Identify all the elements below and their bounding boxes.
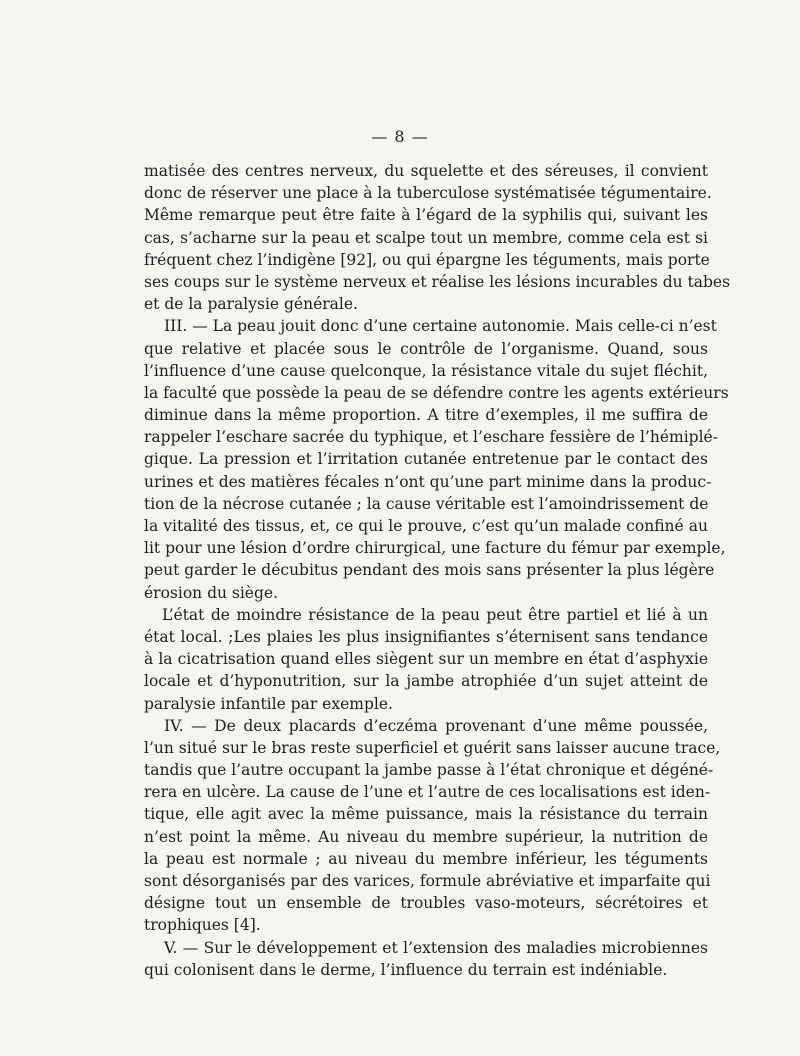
text-line: L’état de moindre résistance de la peau peut être partiel et lié à un (162, 605, 708, 624)
text-line: l’influence d’une cause quelconque, la résistance vitale du sujet fléchit, (144, 361, 708, 380)
text-line: III. — La peau jouit donc d’une certaine autonomie. Mais celle-ci n’est (164, 317, 717, 336)
text-line: tion de la nécrose cutanée ; la cause véritable est l’amoindrissement de (144, 494, 709, 513)
text-line: tandis que l’autre occupant la jambe passe à l’état chronique et dégéné- (144, 761, 714, 780)
text-line: trophiques [4]. (144, 916, 261, 935)
text-line: peut garder le décubitus pendant des mois sans présenter la plus légère (144, 561, 715, 580)
text-line: la faculté que possède la peau de se défendre contre les agents extérieurs (144, 383, 729, 402)
text-line: sont désorganisés par des varices, formule abréviative et imparfaite qui (144, 872, 711, 890)
text-line: cas, s’acharne sur la peau et scalpe tout un membre, comme cela est si (144, 228, 708, 247)
text-line: donc de réserver une place à la tuberculose systématisée tégumentaire. (144, 184, 712, 203)
text-line: Même remarque peut être faite à l’égard de la syphilis qui, suivant les (144, 206, 708, 225)
text-line: qui colonisent dans le derme, l’influence du terrain est indéniable. (144, 960, 668, 979)
text-line: matisée des centres nerveux, du squelette et des séreuses, il convient (144, 162, 708, 180)
text-line: que relative et placée sous le contrôle de l’organisme. Quand, sous (144, 339, 708, 358)
text-line: l’un situé sur le bras reste superficiel et guérit sans laisser aucune trace, (144, 738, 721, 757)
text-line: ses coups sur le système nerveux et réalise les lésions incurables du tabes (144, 272, 731, 291)
text-line: et de la paralysie générale. (144, 295, 358, 314)
page-number: — 8 — (371, 127, 429, 146)
text-line: la peau est normale ; au niveau du membre inférieur, les téguments (144, 849, 708, 868)
text-line: diminue dans la même proportion. A titre d’exemples, il me suffira de (144, 406, 708, 425)
text-line: locale et d’hyponutrition, sur la jambe atrophiée d’un sujet atteint de (144, 672, 708, 691)
text-line: état local. ;Les plaies les plus insignifiantes s’éternisent sans tendance (144, 627, 708, 646)
text-line: urines et des matières fécales n’ont qu’une part minime dans la produc- (144, 472, 712, 491)
text-line: à la cicatrisation quand elles siègent sur un membre en état d’asphyxie (144, 650, 708, 669)
text-line: IV. — De deux placards d’eczéma provenant d’une même poussée, (164, 716, 708, 735)
text-line: désigne tout un ensemble de troubles vaso-moteurs, sécrétoires et (144, 894, 708, 913)
text-line: érosion du siège. (144, 583, 279, 602)
text-line: rera en ulcère. La cause de l’une et l’autre de ces localisations est iden- (144, 783, 711, 802)
text-line: n’est point la même. Au niveau du membre supérieur, la nutrition de (144, 827, 708, 846)
text-line: lit pour une lésion d’ordre chirurgical, une facture du fémur par exemple, (144, 539, 726, 558)
body-text (144, 160, 731, 981)
text-line: rappeler l’eschare sacrée du typhique, et l’eschare fessière de l’hémiplé- (144, 428, 718, 447)
text-line: paralysie infantile par exemple. (144, 694, 393, 713)
text-line: la vitalité des tissus, et, ce qui le prouve, c’est qu’un malade confiné au (144, 517, 708, 535)
text-line: tique, elle agit avec la même puissance, mais la résistance du terrain (144, 805, 708, 824)
text-line: V. — Sur le développement et l’extension des maladies microbiennes (164, 938, 708, 957)
text-line: gique. La pression et l’irritation cutanée entretenue par le contact des (144, 450, 708, 469)
text-line: fréquent chez l’indigène [92], ou qui épargne les téguments, mais porte (144, 250, 710, 269)
